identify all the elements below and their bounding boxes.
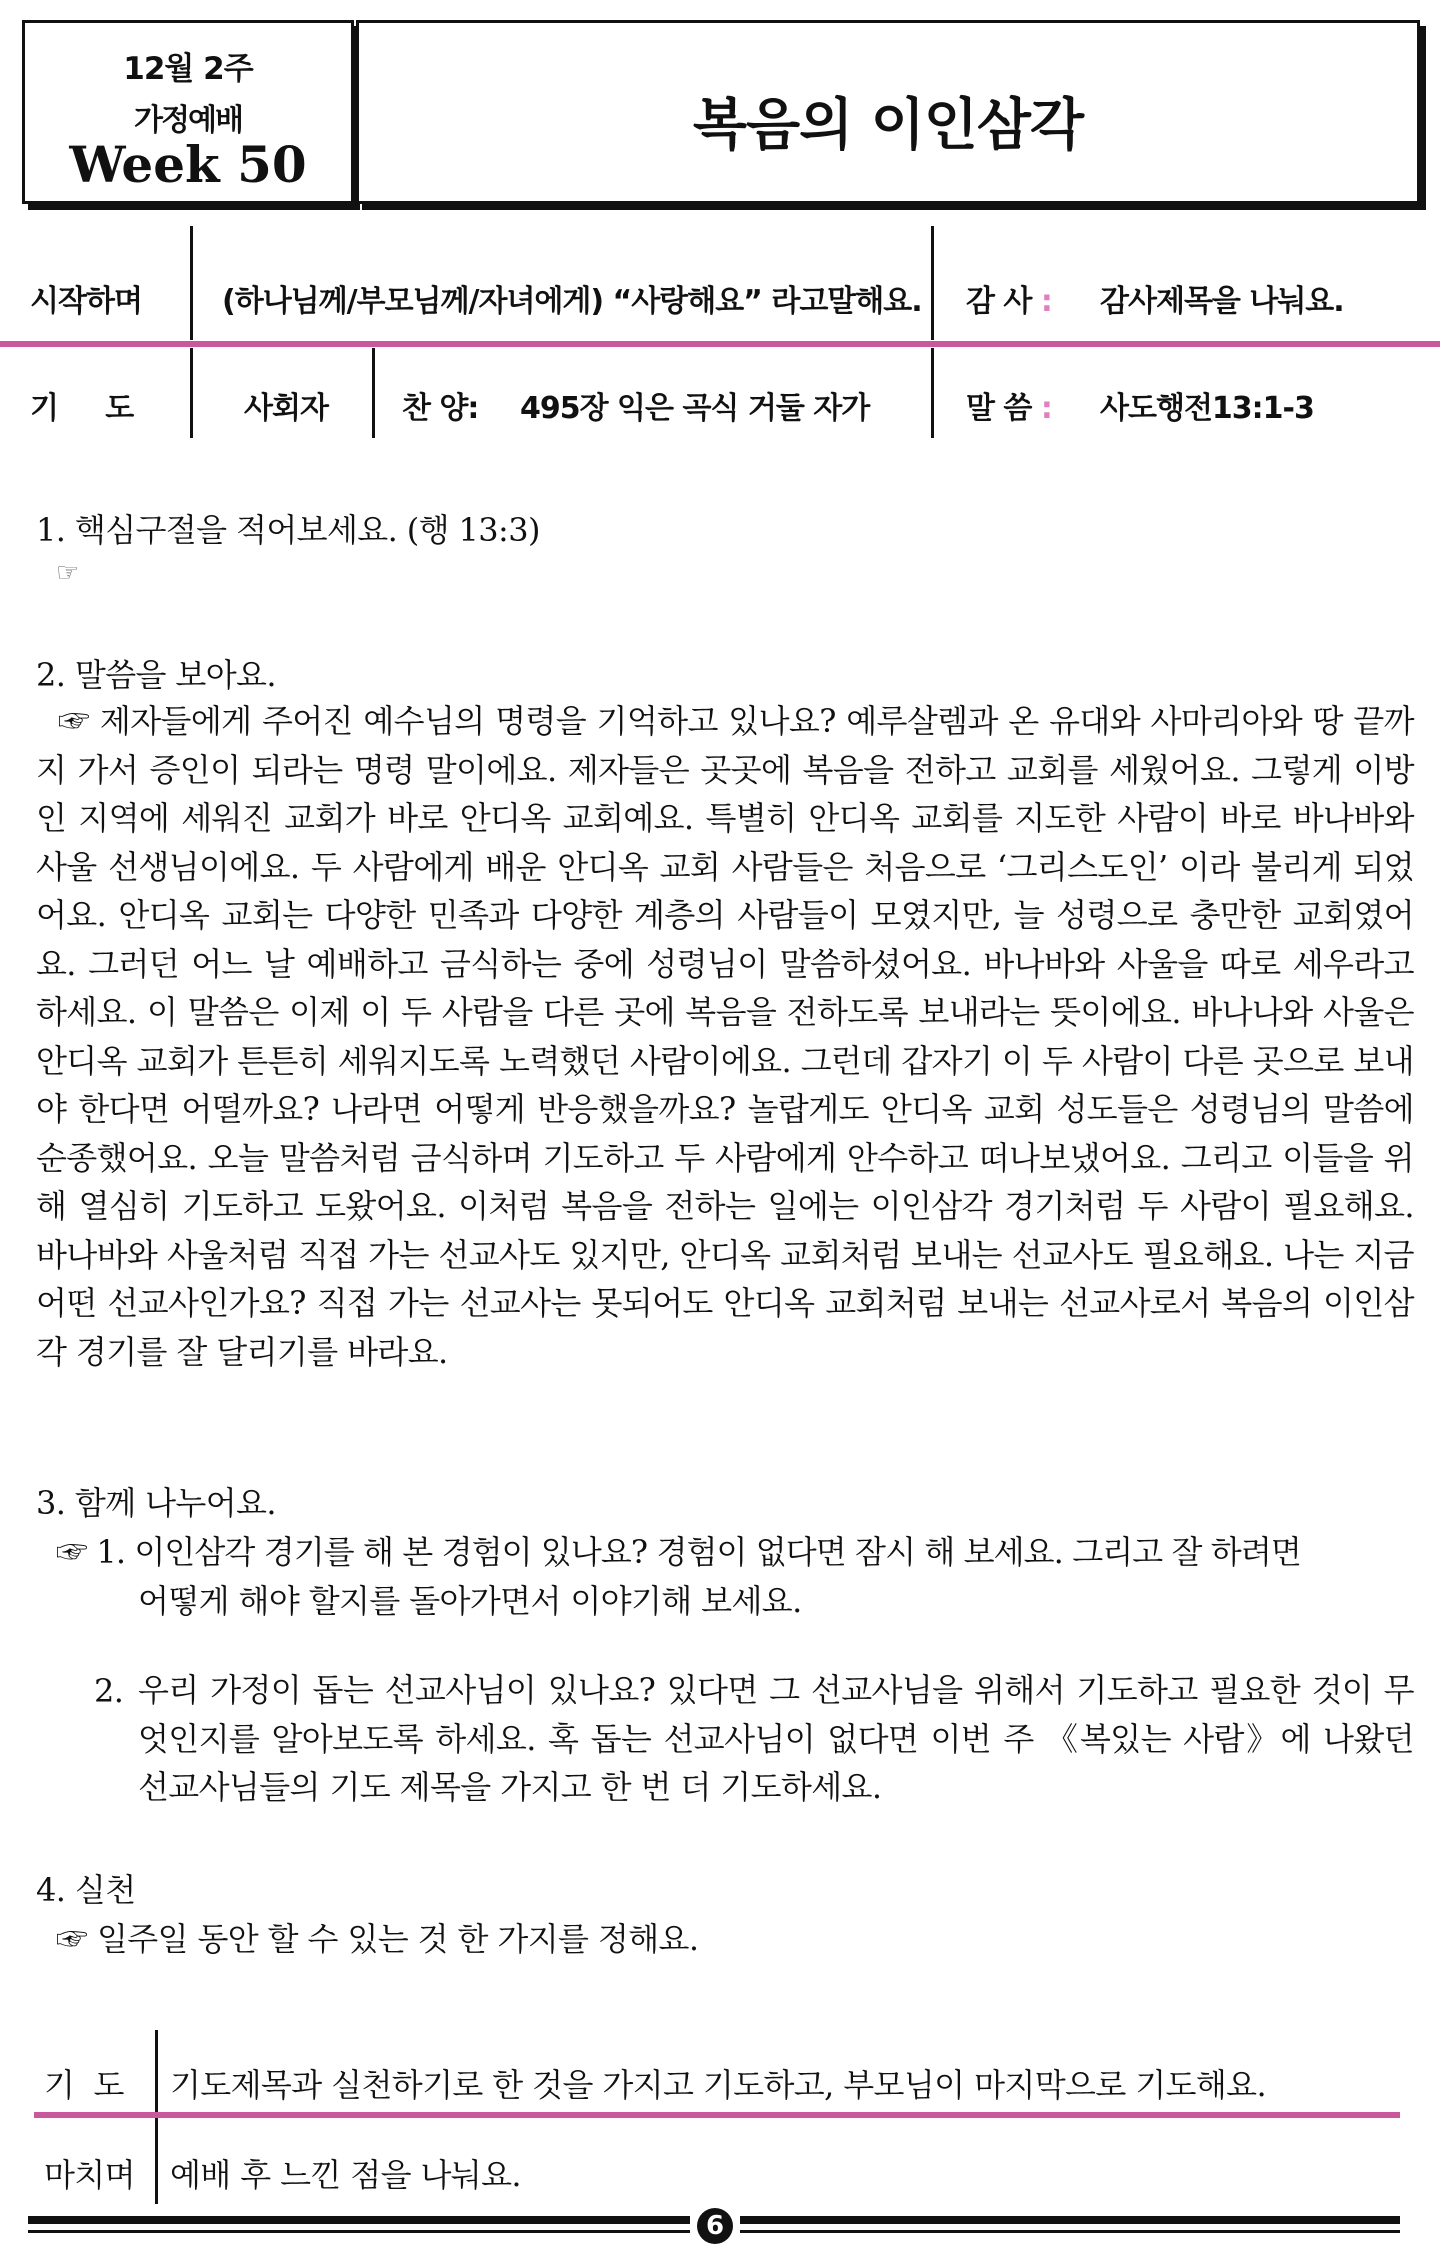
section-4-title: 4. 실천: [36, 1871, 136, 1909]
closing-prayer-text: 기도제목과 실천하기로 한 것을 가지고 기도하고, 부모님이 마지막으로 기도해요.: [170, 2066, 1267, 2104]
closing-end-label: 마치며: [44, 2156, 135, 2194]
section-3-title: 3. 함께 나누어요.: [36, 1484, 276, 1522]
title-box: [356, 20, 1420, 204]
section-2-title: 2. 말씀을 보아요.: [36, 656, 276, 694]
footer-bar-right-thin: [740, 2230, 1400, 2233]
footer-bar-right: [740, 2216, 1400, 2224]
practice-text: ☞ 일주일 동안 할 수 있는 것 한 가지를 정해요.: [56, 1920, 699, 1958]
divider: [372, 348, 375, 438]
row-divider: [0, 341, 1440, 347]
thanks-text: 감사제목을 나눠요.: [1100, 284, 1344, 319]
divider: [931, 348, 934, 438]
divider: [190, 226, 193, 340]
page-title: 복음의 이인삼각: [692, 93, 1084, 158]
row-divider: [34, 2112, 1400, 2118]
divider: [190, 348, 193, 438]
thanks-label: 감 사 :: [966, 284, 1052, 319]
start-text: (하나님께/부모님께/자녀에게) “사랑해요” 라고말해요.: [222, 284, 922, 319]
word-text: 사도행전13:1-3: [1100, 391, 1314, 426]
worship-line: 가정예배: [134, 103, 242, 138]
pointer-icon: ☞: [56, 558, 79, 588]
word-label: 말 씀 :: [966, 391, 1052, 426]
prayer-label: 기 도: [30, 391, 134, 426]
question-1-line-1: ☞ 1. 이인삼각 경기를 해 본 경험이 있나요? 경험이 없다면 잠시 해 보세요. 그리고 잘 하려면: [56, 1533, 1301, 1571]
question-2-number: 2.: [94, 1672, 124, 1710]
question-1-line-2: 어떻게 해야 할지를 돌아가면서 이야기해 보세요.: [138, 1582, 802, 1620]
leader-label: 사회자: [244, 391, 328, 426]
closing-prayer-label: 기 도: [44, 2066, 124, 2104]
divider: [931, 226, 934, 340]
closing-end-text: 예배 후 느낀 점을 나눠요.: [170, 2156, 521, 2194]
week-box: [22, 20, 354, 204]
hymn-text: 495장 익은 곡식 거둘 자가: [520, 391, 870, 426]
divider: [155, 2118, 158, 2204]
hymn-label: 찬 양:: [402, 391, 479, 426]
page-number: 6: [697, 2208, 733, 2244]
start-label: 시작하며: [30, 284, 142, 319]
footer-bar-left: [28, 2216, 690, 2224]
week-label: Week 50: [69, 135, 307, 194]
date-line: 12월 2주: [123, 51, 253, 87]
section-1-title: 1. 핵심구절을 적어보세요. (행 13:3): [36, 511, 540, 549]
question-2-text: 우리 가정이 돕는 선교사님이 있나요? 있다면 그 선교사님을 위해서 기도하고 필요한 것이 무엇인지를 알아보도록 하세요. 혹 돕는 선교사님이 없다면 이번 주 《복있는 사람》에 나왔던 선교사님들의 기도 제목을 가지고 한 번 더 기도하세요.: [138, 1671, 1414, 1806]
footer-bar-left-thin: [28, 2230, 690, 2233]
section-2-body: ☞ 제자들에게 주어진 예수님의 명령을 기억하고 있나요? 예루살렘과 온 유대와 사마리아와 땅 끝까지 가서 증인이 되라는 명령 말이에요. 제자들은 곳곳에 복음을 전하고 교회를 세웠어요. 그렇게 이방인 지역에 세워진 교회가 바로 안디옥 교회예요. 특별히 안디옥 교회를 지도한 사람이 바로 바나바와 사울 선생님이에요. 두 사람에게 배운 안디옥 교회 사람들은 처음으로 ‘그리스도인’ 이라 불리게 되었어요. 안디옥 교회는 다양한 민족과 다양한 계층의 사람들이 모였지만, 늘 성령으로 충만한 교회였어요. 그러던 어느 날 예배하고 금식하는 중에 성령님이 말씀하셨어요. 바나바와 사울을 따로 세우라고 하세요. 이 말씀은 이제 이 두 사람을 다른 곳에 복음을 전하도록 보내라는 뜻이에요. 바나나와 사울은 안디옥 교회가 튼튼히 세워지도록 노력했던 사람이에요. 그런데 갑자기 이 두 사람이 다른 곳으로 보내야 한다면 어떨까요? 나라면 어떻게 반응했을까요? 놀랍게도 안디옥 교회 성도들은 성령님의 말씀에 순종했어요. 오늘 말씀처럼 금식하며 기도하고 두 사람에게 안수하고 떠나보냈어요. 그리고 이들을 위해 열심히 기도하고 도왔어요. 이처럼 복음을 전하는 일에는 이인삼각 경기처럼 두 사람이 필요해요. 바나바와 사울처럼 직접 가는 선교사도 있지만, 안디옥 교회처럼 보내는 선교사도 필요해요. 나는 지금 어떤 선교사인가요? 직접 가는 선교사는 못되어도 안디옥 교회처럼 보내는 선교사로서 복음의 이인삼각 경기를 잘 달리기를 바라요.: [36, 702, 1414, 1371]
divider: [155, 2030, 158, 2112]
